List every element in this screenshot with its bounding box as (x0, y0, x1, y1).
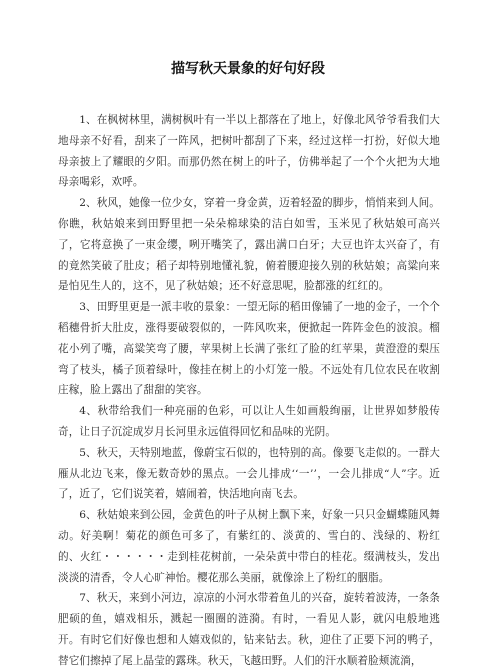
paragraph-1: 1、在枫树林里，满树枫叶有一半以上都落在了地上，好像北风爷爷看我们大地母亲不好看，刮来了一阵风，把树叶都刮了下来，经过这样一打扮，好似大地母亲披上了耀眼的夕阳。而那仍然在树上的叶子，仿佛举起了一个个火把为大地母亲喝彩，欢呼。 (58, 114, 440, 189)
paragraph-2: 2、秋风，她像一位少女，穿着一身金黄，迈着轻盈的脚步，悄悄来到人间。你瞧，秋姑娘来到田野里把一朵朵棉球染的洁白如雪，玉米见了秋姑娘可高兴了，它将意换了一束金缨，咧开嘴笑了，露出满口白牙；大豆也许太兴奋了，有的竟然笑破了肚皮；稻子却特别地懂礼貌，俯着腰迎接久别的秋姑娘；高粱向来是怕见生人的，这不，见了秋姑娘；还不好意思呢，脸都涨的红红的。 (58, 197, 440, 293)
paragraph-3: 3、田野里更是一派丰收的景象：一望无际的稻田像铺了一地的金子，一个个稻穗骨折大肚皮，涨得要破裂似的，一阵风吹来，便掀起一阵阵金色的波浪。榴花小列了嘴，高粱笑弯了腰，苹果树上长满了张红了脸的红苹果，黄澄澄的梨压弯了枝头，橘子顶着绿叶，像挂在树上的小灯笼一般。不远处有几位农民在收割庄稼，脸上露出了甜甜的笑容。 (58, 301, 440, 397)
document-title: 描写秋天景象的好句好段 (171, 61, 325, 77)
paragraph-6: 6、秋姑娘来到公园，金黄色的叶子从树上飘下来，好象一只只金蝴蝶随风舞动。好美啊！菊花的颜色可多了，有紫红的、淡黄的、雪白的、浅绿的、粉红的、火红・・・・・・走到桂花树前，一朵朵黄中带白的桂花。缀满枝头，发出淡淡的清香，令人心旷神怡。樱花那么美丽，就像涂上了粉红的胭脂。 (58, 509, 440, 584)
paragraph-4: 4、秋带给我们一种亮丽的色彩，可以让人生如画般绚丽，让世界如梦般传奇，让日子沉淀成岁月长河里永远值得回忆和品味的光阴。 (58, 405, 440, 438)
paragraph-7: 7、秋天，来到小河边，凉凉的小河水带着鱼儿的兴奋，旋转着波涛，一条条肥硕的鱼，嬉戏相乐，溅起一圈圈的涟漪。有时，一看见人影，就闪电般地逃开。有时它们好像也想和人嬉戏似的，钻来钻去。秋，迎住了正要下河的鸭子，替它们擦掉了尾上晶莹的露珠。秋天，飞越田野。人们的汗水顺着脸颊流淌， (58, 592, 440, 667)
paragraph-5: 5、秋天，天特别地蓝，像蔚宝石似的，也特别的高。像要飞走似的。一群大雁从北边飞来，像无数奇妙的黑点。一会儿排成‘‘一’’，一会儿排成“人”字。近了，近了，它们说笑着，嬉闹着，快活地向南飞去。 (58, 446, 440, 501)
document-body (58, 110, 440, 672)
